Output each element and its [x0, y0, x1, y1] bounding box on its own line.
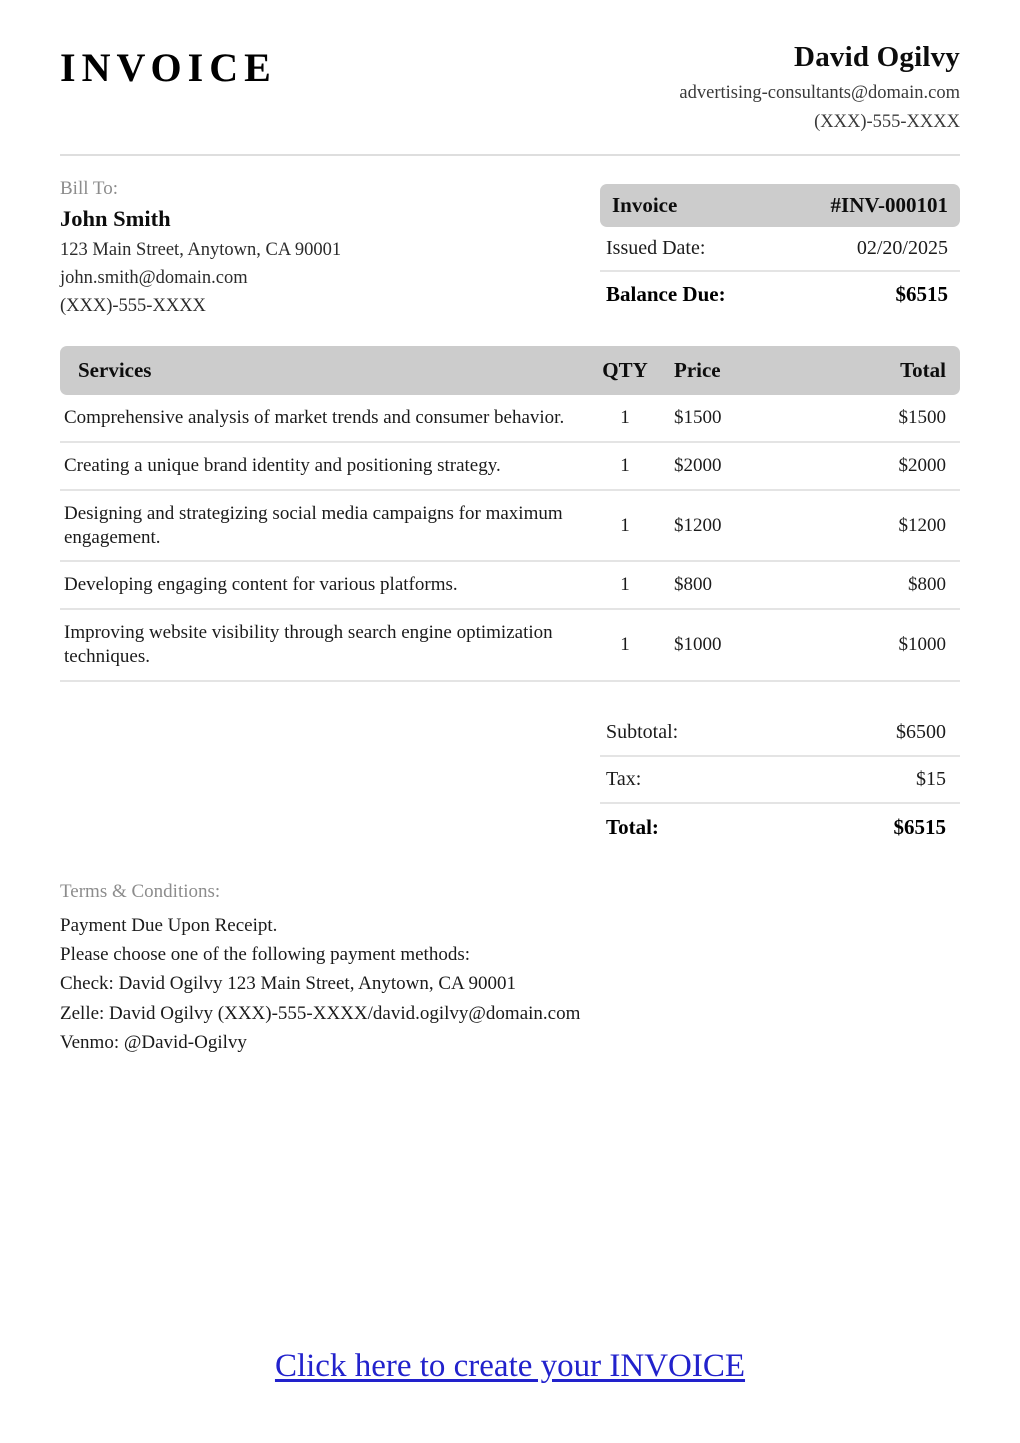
- service-qty: 1: [590, 490, 660, 562]
- terms-line: Check: David Ogilvy 123 Main Street, Anytown, CA 90001: [60, 973, 516, 995]
- issuer-name: David Ogilvy: [794, 41, 960, 73]
- totals-section: [60, 710, 960, 851]
- issued-date-row: [600, 227, 960, 272]
- service-description: Comprehensive analysis of market trends and consumer behavior.: [60, 395, 590, 442]
- issuer-email: advertising-consultants@domain.com: [679, 83, 960, 104]
- grand-total-value: $6515: [893, 814, 946, 839]
- service-total: $1500: [810, 395, 960, 442]
- service-description: Designing and strategizing social media campaigns for maximum engagement.: [60, 490, 590, 562]
- service-total: $1000: [810, 609, 960, 681]
- service-qty: 1: [590, 561, 660, 609]
- bill-to-phone: (XXX)-555-XXXX: [60, 295, 206, 316]
- column-header-total: Total: [810, 346, 960, 395]
- terms-line: Zelle: David Ogilvy (XXX)-555-XXXX/david.ogilvy@domain.com: [60, 1002, 581, 1024]
- issued-date-value: 02/20/2025: [856, 237, 948, 260]
- service-price: $1500: [660, 395, 810, 442]
- table-row: [60, 442, 960, 490]
- service-qty: 1: [590, 442, 660, 490]
- totals-box: [600, 710, 960, 851]
- tax-row: [600, 757, 960, 804]
- bill-to-name: John Smith: [60, 206, 171, 232]
- grand-total-label: Total:: [606, 814, 659, 839]
- cta-section: [0, 1348, 1020, 1385]
- bill-to-block: [60, 178, 560, 320]
- tax-value: $15: [916, 767, 946, 790]
- terms-label: Terms & Conditions:: [60, 880, 221, 902]
- header-divider: [60, 154, 960, 156]
- terms-line: Payment Due Upon Receipt.: [60, 914, 278, 936]
- service-description: Developing engaging content for various platforms.: [60, 561, 590, 609]
- issuer-phone: (XXX)-555-XXXX: [814, 112, 960, 133]
- service-qty: 1: [590, 609, 660, 681]
- table-header-row: [60, 346, 960, 395]
- column-header-qty: QTY: [590, 346, 660, 395]
- service-total: $800: [810, 561, 960, 609]
- invoice-meta-box: [600, 184, 960, 317]
- services-table-head: [60, 346, 960, 395]
- terms-line: Venmo: @David-Ogilvy: [60, 1032, 247, 1054]
- terms-lines: [60, 911, 960, 1058]
- document-header: [60, 0, 960, 147]
- table-row: [60, 490, 960, 562]
- grand-total-row: [600, 804, 960, 851]
- balance-due-label: Balance Due:: [606, 282, 726, 307]
- service-total: $1200: [810, 490, 960, 562]
- invoice-number-value: #INV-000101: [830, 193, 948, 218]
- service-total: $2000: [810, 442, 960, 490]
- create-invoice-link[interactable]: Click here to create your INVOICE: [274, 1348, 746, 1384]
- balance-due-value: $6515: [895, 282, 948, 307]
- bill-to-email: john.smith@domain.com: [60, 267, 248, 288]
- tax-label: Tax:: [606, 767, 642, 790]
- issued-date-label: Issued Date:: [606, 237, 706, 260]
- table-row: [60, 609, 960, 681]
- service-description: Improving website visibility through search engine optimization techniques.: [60, 609, 590, 681]
- services-table-body: [60, 395, 960, 680]
- terms-and-conditions: [60, 881, 960, 1058]
- service-description: Creating a unique brand identity and positioning strategy.: [60, 442, 590, 490]
- service-price: $1000: [660, 609, 810, 681]
- subtotal-value: $6500: [896, 720, 946, 743]
- parties-section: [60, 178, 960, 320]
- service-qty: 1: [590, 395, 660, 442]
- subtotal-label: Subtotal:: [606, 720, 679, 743]
- services-table: [60, 346, 960, 681]
- table-row: [60, 561, 960, 609]
- service-price: $2000: [660, 442, 810, 490]
- invoice-meta-header: [600, 184, 960, 227]
- table-row: [60, 395, 960, 442]
- column-header-services: Services: [60, 346, 590, 395]
- terms-line: Please choose one of the following payment methods:: [60, 944, 470, 966]
- service-price: $800: [660, 561, 810, 609]
- subtotal-row: [600, 710, 960, 757]
- invoice-number-label: Invoice: [612, 193, 678, 218]
- page-title: INVOICE: [60, 45, 277, 90]
- service-price: $1200: [660, 490, 810, 562]
- issuer-block: [679, 38, 960, 135]
- bill-to-address: 123 Main Street, Anytown, CA 90001: [60, 240, 342, 261]
- bill-to-label: Bill To:: [60, 178, 118, 200]
- balance-due-row: [600, 272, 960, 317]
- column-header-price: Price: [660, 346, 810, 395]
